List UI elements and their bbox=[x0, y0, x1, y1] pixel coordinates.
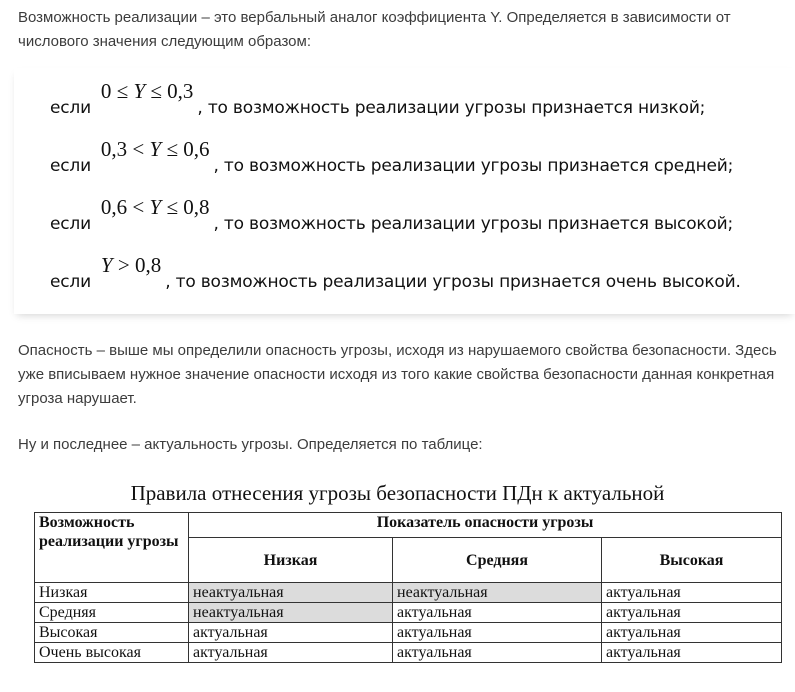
column-header-low: Низкая bbox=[189, 538, 393, 583]
table-row bbox=[35, 603, 782, 623]
condition-result: , то возможность реализации угрозы признается очень высокой. bbox=[165, 272, 741, 292]
row-label: Очень высокая bbox=[35, 643, 189, 663]
table-cell: актуальная bbox=[189, 643, 393, 663]
table-cell: неактуальная bbox=[393, 583, 602, 603]
condition-expression: 0,3 < Y ≤ 0,6 bbox=[100, 137, 210, 161]
table-row bbox=[35, 583, 782, 603]
table-header-row bbox=[35, 513, 782, 538]
table-cell: неактуальная bbox=[189, 583, 393, 603]
condition-if-word: если bbox=[50, 214, 91, 234]
condition-expression: 0,6 < Y ≤ 0,8 bbox=[100, 195, 210, 219]
condition-list bbox=[14, 68, 795, 314]
table-cell: актуальная bbox=[189, 623, 393, 643]
condition-expression: 0 ≤ Y ≤ 0,3 bbox=[100, 79, 194, 103]
table-cell: актуальная bbox=[602, 623, 782, 643]
condition-expression: Y > 0,8 bbox=[100, 253, 162, 277]
table-cell: актуальная bbox=[602, 583, 782, 603]
table-cell: актуальная bbox=[393, 603, 602, 623]
condition-high bbox=[50, 194, 733, 234]
intro-paragraph: Возможность реализации – это вербальный аналог коэффициента Y. Определяется в зависимости от числового значения следующим образом: bbox=[18, 9, 731, 50]
row-label: Высокая bbox=[35, 623, 189, 643]
condition-result: , то возможность реализации угрозы признается низкой; bbox=[197, 98, 706, 118]
condition-if-word: если bbox=[50, 156, 91, 176]
table-cell: неактуальная bbox=[189, 603, 393, 623]
row-label: Низкая bbox=[35, 583, 189, 603]
table-cell: актуальная bbox=[393, 623, 602, 643]
table-row bbox=[35, 623, 782, 643]
final-paragraph: Ну и последнее – актуальность угрозы. Определяется по таблице: bbox=[18, 436, 483, 453]
condition-if-word: если bbox=[50, 98, 91, 118]
condition-result: , то возможность реализации угрозы признается высокой; bbox=[213, 214, 734, 234]
table-cell: актуальная bbox=[393, 643, 602, 663]
condition-medium bbox=[50, 136, 733, 176]
row-label: Средняя bbox=[35, 603, 189, 623]
danger-paragraph: Опасность – выше мы определили опасность угрозы, исходя из нарушаемого свойства безопасности. Здесь уже вписываем нужное значение опасности исходя из того какие свойства безопасности данная конкретная угроза нарушает. bbox=[18, 342, 777, 407]
table-cell: актуальная bbox=[602, 643, 782, 663]
condition-very-high bbox=[50, 252, 741, 292]
condition-low bbox=[50, 78, 705, 118]
condition-if-word: если bbox=[50, 272, 91, 292]
column-header-medium: Средняя bbox=[393, 538, 602, 583]
group-header: Показатель опасности угрозы bbox=[189, 513, 782, 538]
table-title: Правила отнесения угрозы безопасности ПДн к актуальной bbox=[130, 481, 665, 505]
column-header-high: Высокая bbox=[602, 538, 782, 583]
condition-result: , то возможность реализации угрозы признается средней; bbox=[213, 156, 734, 176]
table-row bbox=[35, 643, 782, 663]
corner-header: Возможность реализации угрозы bbox=[35, 513, 189, 583]
table-cell: актуальная bbox=[602, 603, 782, 623]
relevance-rules-table bbox=[34, 512, 782, 663]
